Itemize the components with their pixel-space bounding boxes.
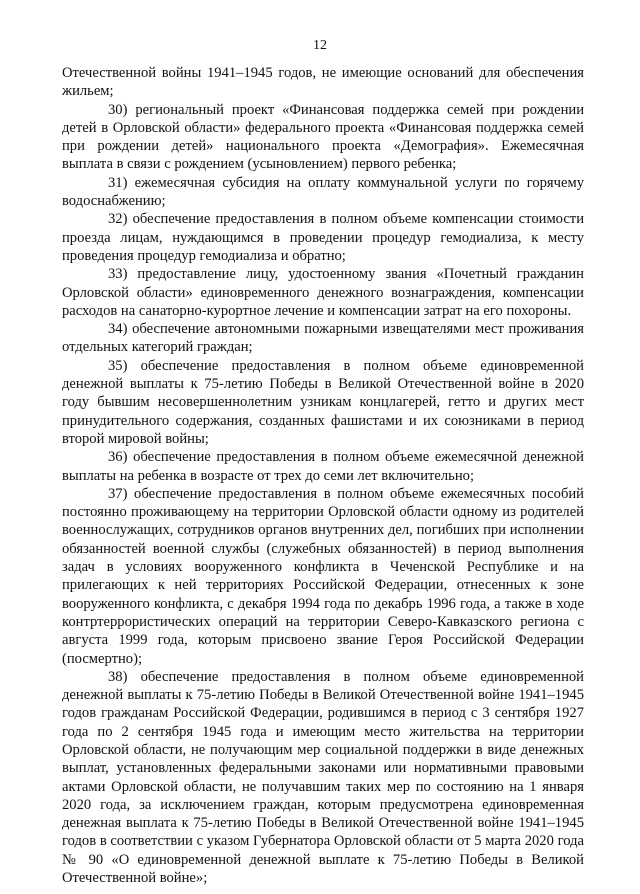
paragraph-item-35: 35) обеспечение предоставления в полном объеме единовременной денежной выплаты к 75-летию Победы в Великой Отечественной войне в 2020 году бывшим несовершеннолетним узникам концлагерей, гетто и других мест принудительного содержания, созданных фашистами и их союзниками в период второй мировой войны; bbox=[62, 357, 584, 447]
page-number: 12 bbox=[313, 38, 327, 53]
paragraph-item-31: 31) ежемесячная субсидия на оплату коммунальной услуги по горячему водоснабжению; bbox=[62, 174, 584, 210]
paragraph-item-32: 32) обеспечение предоставления в полном объеме компенсации стоимости проезда лицам, нуждающимся в проведении процедур гемодиализа, к месту проведения процедур гемодиализа и обратно; bbox=[62, 211, 584, 264]
paragraph-item-33: 33) предоставление лицу, удостоенному звания «Почетный гражданин Орловской области» единовременного денежного вознаграждения, компенсации расходов на санаторно-курортное лечение и компенсации затрат на его похороны. bbox=[62, 266, 584, 319]
paragraph-item-30: 30) региональный проект «Финансовая поддержка семей при рождении детей в Орловской области» федерального проекта «Финансовая поддержка семей при рождении детей» национального проекта «Демография». Ежемесячная выплата в связи с рождением (усыновлением) первого ребенка; bbox=[62, 101, 584, 173]
paragraph-item-38: 38) обеспечение предоставления в полном объеме единовременной денежной выплаты к 75-летию Победы в Великой Отечественной войне 1941–1945 годов гражданам Российской Федерации, родившимся в период с 3 сентября 1927 года по 2 сентября 1945 года и имеющим место жительства на территории Орловской области, не получающим мер социальной поддержки в виде денежных выплат, установленных федеральными законами или нормативными правовыми актами Орловской области, не получавшим таких мер по состоянию на 1 января 2020 года, за исключением граждан, которым предусмотрена единовременная денежная выплата к 75-летию Победы в Великой Отечественной войне 1941–1945 годов в соответствии с указом Губернатора Орловской области от 5 марта 2020 года № 90 «О единовременной денежной выплате к 75-летию Победы в Великой Отечественной войне»; bbox=[62, 668, 584, 887]
document-body bbox=[62, 64, 584, 887]
paragraph-item-37: 37) обеспечение предоставления в полном объеме ежемесячных пособий постоянно проживающему на территории Орловской области одному из родителей военнослужащих, сотрудников органов внутренних дел, погибших при исполнении обязанностей военной службы (служебных обязанностей) в период выполнения задач в условиях вооруженного конфликта в Чеченской Республике и на прилегающих к ней территориях Российской Федерации, отнесенных к зоне вооруженного конфликта, с декабря 1994 года по декабрь 1996 года, а также в ходе контртеррористических операций на территории Северо-Кавказского региона с августа 1999 года, которым присвоено звание Героя Российской Федерации (посмертно); bbox=[62, 485, 584, 667]
paragraph-item-34: 34) обеспечение автономными пожарными извещателями мест проживания отдельных категорий граждан; bbox=[62, 321, 584, 356]
paragraph-continuation: Отечественной войны 1941–1945 годов, не имеющие оснований для обеспечения жильем; bbox=[62, 65, 584, 100]
paragraph-item-36: 36) обеспечение предоставления в полном объеме ежемесячной денежной выплаты на ребенка в возрасте от трех до семи лет включительно; bbox=[62, 449, 584, 484]
